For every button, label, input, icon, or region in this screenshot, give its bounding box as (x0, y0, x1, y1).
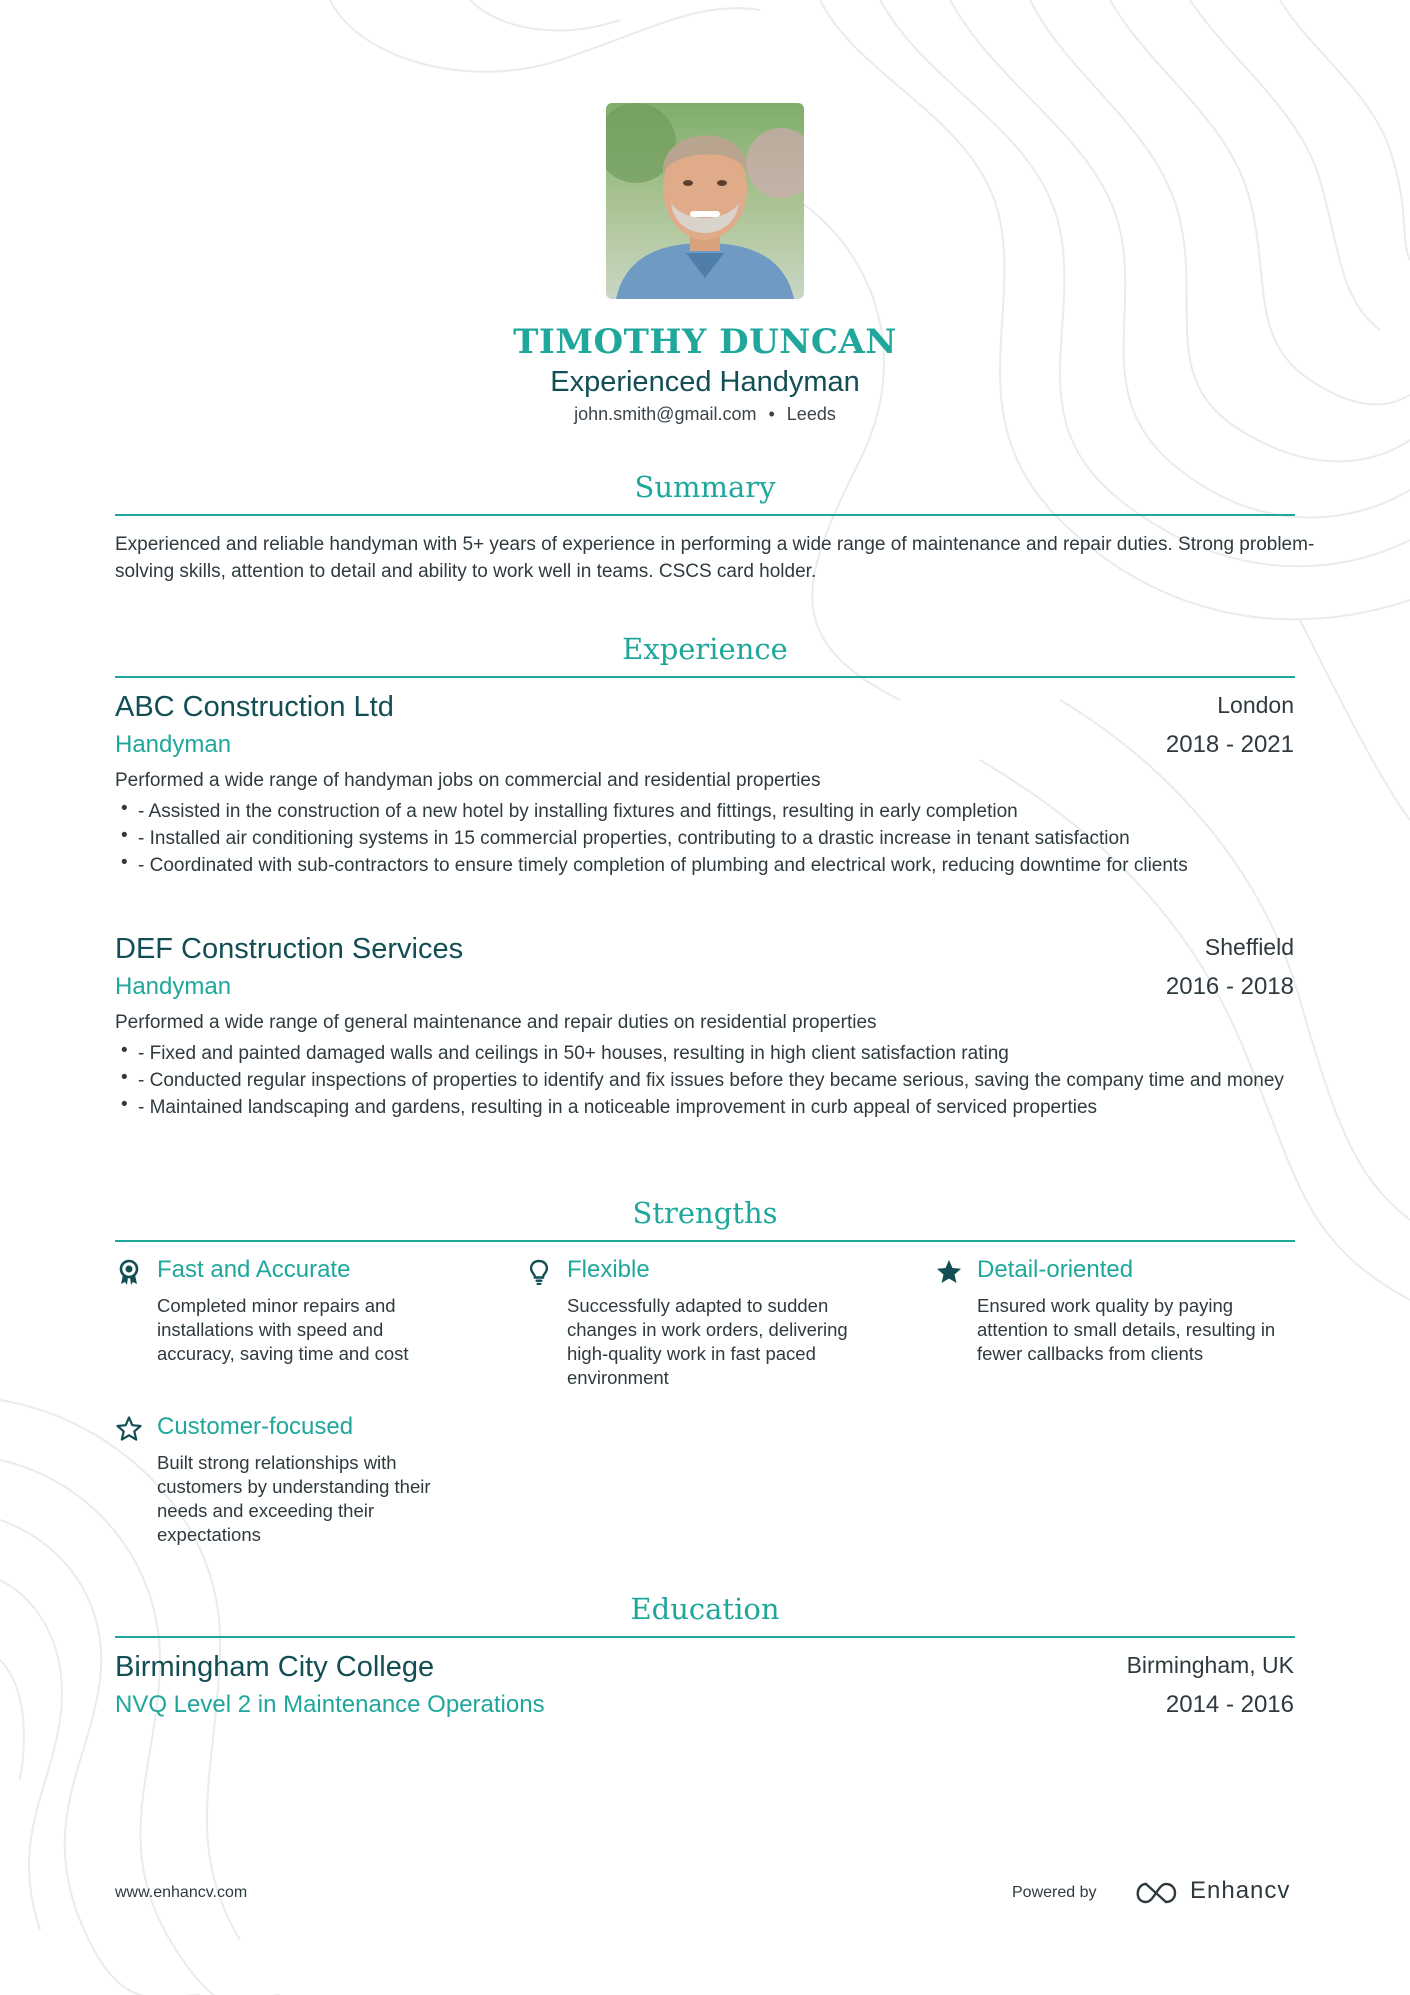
job-bullet-list (115, 798, 1295, 879)
powered-by-text: Powered by (1012, 1884, 1097, 1901)
star-outline-icon (115, 1415, 143, 1443)
job-description: Performed a wide range of handyman jobs on commercial and residential properties (115, 770, 821, 791)
enhancv-logo-icon (1132, 1880, 1180, 1906)
job-bullet: • - Assisted in the construction of a new hotel by installing fixtures and fittings, resulting in early completion (115, 798, 1295, 825)
job-dates: 2018 - 2021 (1165, 731, 1294, 758)
location-text: Leeds (786, 404, 836, 424)
education-divider (115, 1636, 1295, 1638)
profile-photo (606, 103, 804, 299)
star-filled-icon (935, 1258, 963, 1286)
summary-heading: Summary (634, 470, 776, 504)
strength-title: Customer-focused (157, 1413, 354, 1440)
contact-separator: • (768, 404, 775, 424)
award-ribbon-icon (115, 1258, 143, 1286)
job-bullet: • - Maintained landscaping and gardens, resulting in a noticeable improvement in curb appeal of serviced properties (115, 1094, 1295, 1121)
strengths-heading: Strengths (632, 1196, 778, 1230)
job-dates: 2016 - 2018 (1165, 973, 1294, 1000)
experience-heading: Experience (622, 632, 788, 666)
job-description: Performed a wide range of general maintenance and repair duties on residential properties (115, 1012, 877, 1033)
job-role: Handyman (115, 731, 232, 758)
strength-description: Built strong relationships with customers by understanding their needs and exceeding their expectations (157, 1452, 431, 1545)
summary-text: Experienced and reliable handyman with 5+ years of experience in performing a wide range of maintenance and repair duties. Strong problem-solving skills, attention to detail and ability to work well in teams. CSCS card holder. (115, 534, 1315, 582)
lightbulb-icon (525, 1258, 553, 1286)
strength-description: Successfully adapted to sudden changes in work orders, delivering high-quality work in fast paced environment (567, 1295, 848, 1388)
job-bullet-list (115, 1040, 1295, 1121)
bullet-dot: • (121, 798, 128, 819)
candidate-name: TIMOTHY DUNCAN (513, 322, 897, 362)
job-role: Handyman (115, 973, 232, 1000)
candidate-title: Experienced Handyman (550, 366, 860, 398)
enhancv-brand-text: Enhancv (1190, 1877, 1291, 1904)
strength-description: Completed minor repairs and installations with speed and accuracy, saving time and cost (157, 1295, 409, 1364)
education-school: Birmingham City College (115, 1651, 435, 1683)
bullet-dot: • (121, 1040, 128, 1061)
bullet-dot: • (121, 1094, 128, 1115)
job-location: Sheffield (1204, 934, 1294, 960)
education-heading: Education (630, 1592, 780, 1626)
strength-title: Fast and Accurate (157, 1256, 351, 1283)
education-dates: 2014 - 2016 (1165, 1691, 1294, 1718)
job-bullet: • - Fixed and painted damaged walls and ceilings in 50+ houses, resulting in high client satisfaction rating (115, 1040, 1295, 1067)
job-location: London (1217, 692, 1294, 718)
bullet-dot: • (121, 1067, 128, 1088)
contact-line (0, 404, 1410, 425)
summary-divider (115, 514, 1295, 516)
experience-divider (115, 676, 1295, 678)
job-bullet: • - Coordinated with sub-contractors to ensure timely completion of plumbing and electrical work, reducing downtime for clients (115, 852, 1295, 879)
footer-website-link[interactable]: www.enhancv.com (115, 1884, 248, 1901)
job-company: DEF Construction Services (115, 933, 464, 965)
education-location: Birmingham, UK (1126, 1652, 1294, 1678)
bullet-dot: • (121, 852, 128, 873)
strengths-divider (115, 1240, 1295, 1242)
bullet-dot: • (121, 825, 128, 846)
education-degree: NVQ Level 2 in Maintenance Operations (115, 1691, 545, 1718)
strength-description: Ensured work quality by paying attention to small details, resulting in fewer callbacks from clients (977, 1295, 1276, 1364)
job-bullet: • - Installed air conditioning systems in 15 commercial properties, contributing to a drastic increase in tenant satisfaction (115, 825, 1295, 852)
strength-title: Flexible (567, 1256, 650, 1283)
job-bullet: • - Conducted regular inspections of properties to identify and fix issues before they became serious, saving the company time and money (115, 1067, 1295, 1094)
email-text[interactable]: john.smith@gmail.com (574, 404, 757, 424)
job-company: ABC Construction Ltd (115, 691, 394, 723)
strength-title: Detail-oriented (977, 1256, 1134, 1283)
